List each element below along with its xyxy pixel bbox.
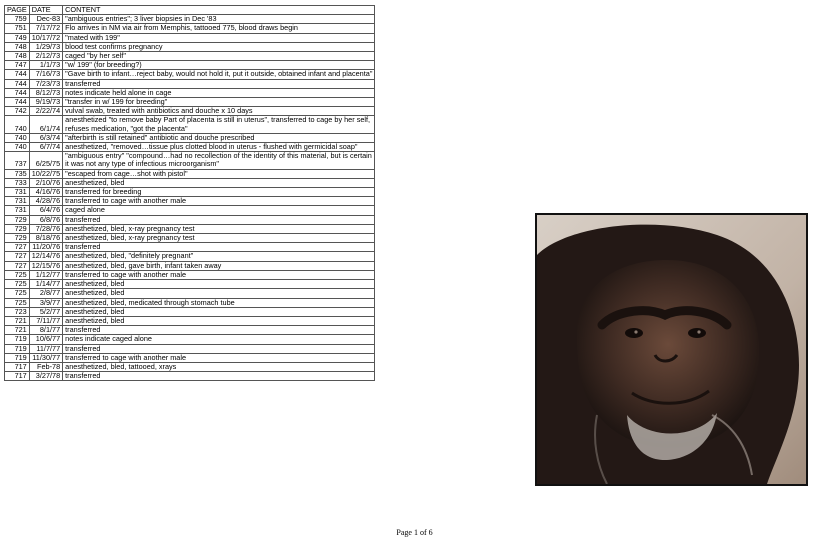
date-cell: 7/23/73 (29, 79, 62, 88)
content-cell: anesthetized, bled (63, 280, 375, 289)
content-cell: anesthetized, bled, x-ray pregnancy test (63, 224, 375, 233)
content-cell: notes indicate caged alone (63, 335, 375, 344)
table-row (5, 178, 375, 187)
date-cell: 5/2/77 (29, 307, 62, 316)
content-cell: anesthetized "to remove baby Part of placenta is still in uterus", transferred to cage by her self, refuses medication, "got the placenta" (63, 116, 375, 133)
table-row (5, 362, 375, 371)
date-cell: 11/30/77 (29, 353, 62, 362)
content-cell: anesthetized, bled (63, 307, 375, 316)
content-cell: transferred to cage with another male (63, 197, 375, 206)
table-row (5, 61, 375, 70)
table-row (5, 52, 375, 61)
page-cell: 740 (5, 133, 30, 142)
page-cell: 740 (5, 116, 30, 133)
page-footer: Page 1 of 6 (396, 528, 433, 537)
table-row (5, 79, 375, 88)
table-row (5, 344, 375, 353)
page-cell: 742 (5, 107, 30, 116)
page-cell: 723 (5, 307, 30, 316)
content-cell: transferred to cage with another male (63, 270, 375, 279)
table-row (5, 372, 375, 381)
table-row (5, 133, 375, 142)
page-cell: 719 (5, 335, 30, 344)
table-row (5, 234, 375, 243)
page-cell: 719 (5, 353, 30, 362)
header-date: DATE (29, 6, 62, 15)
content-cell: anesthetized, bled (63, 289, 375, 298)
page-cell: 729 (5, 224, 30, 233)
content-cell: anesthetized, bled (63, 178, 375, 187)
page-cell: 721 (5, 326, 30, 335)
content-cell: "transfer in w/ 199 for breeding" (63, 98, 375, 107)
table-row (5, 289, 375, 298)
content-cell: anesthetized, bled, tattooed, xrays (63, 362, 375, 371)
content-cell: anesthetized, bled, "definitely pregnant" (63, 252, 375, 261)
page-cell: 727 (5, 252, 30, 261)
date-cell: 7/17/72 (29, 24, 62, 33)
content-cell: anesthetized, bled, x-ray pregnancy test (63, 234, 375, 243)
page-cell: 731 (5, 197, 30, 206)
date-cell: 6/4/76 (29, 206, 62, 215)
date-cell: 12/14/76 (29, 252, 62, 261)
page-cell: 744 (5, 70, 30, 79)
content-cell: transferred (63, 326, 375, 335)
date-cell: 1/1/73 (29, 61, 62, 70)
page-cell: 744 (5, 98, 30, 107)
date-cell: 1/29/73 (29, 42, 62, 51)
date-cell: 11/20/76 (29, 243, 62, 252)
page-cell: 725 (5, 270, 30, 279)
date-cell: Feb-78 (29, 362, 62, 371)
page-cell: 740 (5, 143, 30, 152)
page-cell: 759 (5, 15, 30, 24)
table-row (5, 107, 375, 116)
page-cell: 717 (5, 362, 30, 371)
content-cell: "mated with 199" (63, 33, 375, 42)
records-table (4, 5, 375, 381)
table-row (5, 33, 375, 42)
date-cell: 10/6/77 (29, 335, 62, 344)
page-cell: 729 (5, 234, 30, 243)
date-cell: 8/18/76 (29, 234, 62, 243)
page-cell: 725 (5, 298, 30, 307)
table-row (5, 70, 375, 79)
content-cell: "Gave birth to infant…reject baby, would not hold it, put it outside, obtained infant and placenta" (63, 70, 375, 79)
date-cell: 6/25/75 (29, 152, 62, 169)
table-row (5, 261, 375, 270)
header-page: PAGE (5, 6, 30, 15)
page-cell: 749 (5, 33, 30, 42)
content-cell: anesthetized, bled, gave birth, infant taken away (63, 261, 375, 270)
table-row (5, 88, 375, 97)
page-cell: 747 (5, 61, 30, 70)
content-cell: "w/ 199" (for breeding?) (63, 61, 375, 70)
content-cell: anesthetized, bled (63, 316, 375, 325)
table-row (5, 243, 375, 252)
table-row (5, 152, 375, 169)
table-row (5, 206, 375, 215)
page-cell: 717 (5, 372, 30, 381)
table-row (5, 42, 375, 51)
date-cell: 2/12/73 (29, 52, 62, 61)
date-cell: 7/16/73 (29, 70, 62, 79)
page-cell: 733 (5, 178, 30, 187)
content-cell: transferred (63, 243, 375, 252)
chimpanzee-photo (535, 213, 808, 486)
date-cell: 4/28/76 (29, 197, 62, 206)
date-cell: 6/3/74 (29, 133, 62, 142)
page-cell: 748 (5, 42, 30, 51)
date-cell: 8/1/77 (29, 326, 62, 335)
page-cell: 731 (5, 206, 30, 215)
table-body (5, 15, 375, 381)
table-row (5, 98, 375, 107)
date-cell: 6/7/74 (29, 143, 62, 152)
page-cell: 735 (5, 169, 30, 178)
date-cell: 6/8/76 (29, 215, 62, 224)
table-row (5, 307, 375, 316)
content-cell: Flo arrives in NM via air from Memphis, tattooed 775, blood draws begin (63, 24, 375, 33)
date-cell: 2/22/74 (29, 107, 62, 116)
content-cell: anesthetized, "removed…tissue plus clotted blood in uterus - flushed with germicidal soap" (63, 143, 375, 152)
date-cell: 3/9/77 (29, 298, 62, 307)
content-cell: transferred to cage with another male (63, 353, 375, 362)
content-cell: "ambiguous entries"; 3 liver biopsies in Dec '83 (63, 15, 375, 24)
table-row (5, 335, 375, 344)
date-cell: 2/10/76 (29, 178, 62, 187)
content-cell: transferred (63, 344, 375, 353)
table-row (5, 298, 375, 307)
page-cell: 744 (5, 88, 30, 97)
date-cell: 9/19/73 (29, 98, 62, 107)
page-cell: 737 (5, 152, 30, 169)
page-cell: 725 (5, 289, 30, 298)
content-cell: "afterbirth is still retained" antibiotic and douche prescribed (63, 133, 375, 142)
date-cell: 4/16/76 (29, 188, 62, 197)
page-cell: 721 (5, 316, 30, 325)
table-row (5, 326, 375, 335)
date-cell: Dec-83 (29, 15, 62, 24)
content-cell: transferred for breeding (63, 188, 375, 197)
table-row (5, 197, 375, 206)
date-cell: 1/12/77 (29, 270, 62, 279)
page-cell: 748 (5, 52, 30, 61)
page-cell: 727 (5, 261, 30, 270)
content-cell: vulval swab, treated with antibiotics and douche x 10 days (63, 107, 375, 116)
table-row (5, 316, 375, 325)
content-cell: caged "by her self" (63, 52, 375, 61)
page-cell: 731 (5, 188, 30, 197)
date-cell: 8/12/73 (29, 88, 62, 97)
date-cell: 1/14/77 (29, 280, 62, 289)
header-content: CONTENT (63, 6, 375, 15)
content-cell: transferred (63, 215, 375, 224)
table-row (5, 252, 375, 261)
date-cell: 7/28/76 (29, 224, 62, 233)
table-row (5, 224, 375, 233)
table-row (5, 143, 375, 152)
chimpanzee-illustration (537, 215, 806, 484)
date-cell: 12/15/76 (29, 261, 62, 270)
table-row (5, 280, 375, 289)
date-cell: 10/17/72 (29, 33, 62, 42)
table-row (5, 15, 375, 24)
date-cell: 2/8/77 (29, 289, 62, 298)
page-cell: 727 (5, 243, 30, 252)
date-cell: 3/27/78 (29, 372, 62, 381)
content-cell: caged alone (63, 206, 375, 215)
table-row (5, 353, 375, 362)
table-row (5, 24, 375, 33)
table-row (5, 270, 375, 279)
page-cell: 719 (5, 344, 30, 353)
date-cell: 11/7/77 (29, 344, 62, 353)
content-cell: notes indicate held alone in cage (63, 88, 375, 97)
content-cell: anesthetized, bled, medicated through stomach tube (63, 298, 375, 307)
content-cell: "ambiguous entry" "compound…had no recollection of the identity of this material, but is certain it was not any type of infectious microorganism" (63, 152, 375, 169)
table-row (5, 215, 375, 224)
table-row (5, 116, 375, 133)
content-cell: "escaped from cage…shot with pistol" (63, 169, 375, 178)
content-cell: transferred (63, 79, 375, 88)
date-cell: 7/11/77 (29, 316, 62, 325)
page-cell: 725 (5, 280, 30, 289)
page-cell: 751 (5, 24, 30, 33)
page-cell: 744 (5, 79, 30, 88)
content-cell: blood test confirms pregnancy (63, 42, 375, 51)
date-cell: 6/1/74 (29, 116, 62, 133)
table-row (5, 188, 375, 197)
table-row (5, 169, 375, 178)
content-cell: transferred (63, 372, 375, 381)
page-cell: 729 (5, 215, 30, 224)
table-header-row (5, 6, 375, 15)
date-cell: 10/22/75 (29, 169, 62, 178)
